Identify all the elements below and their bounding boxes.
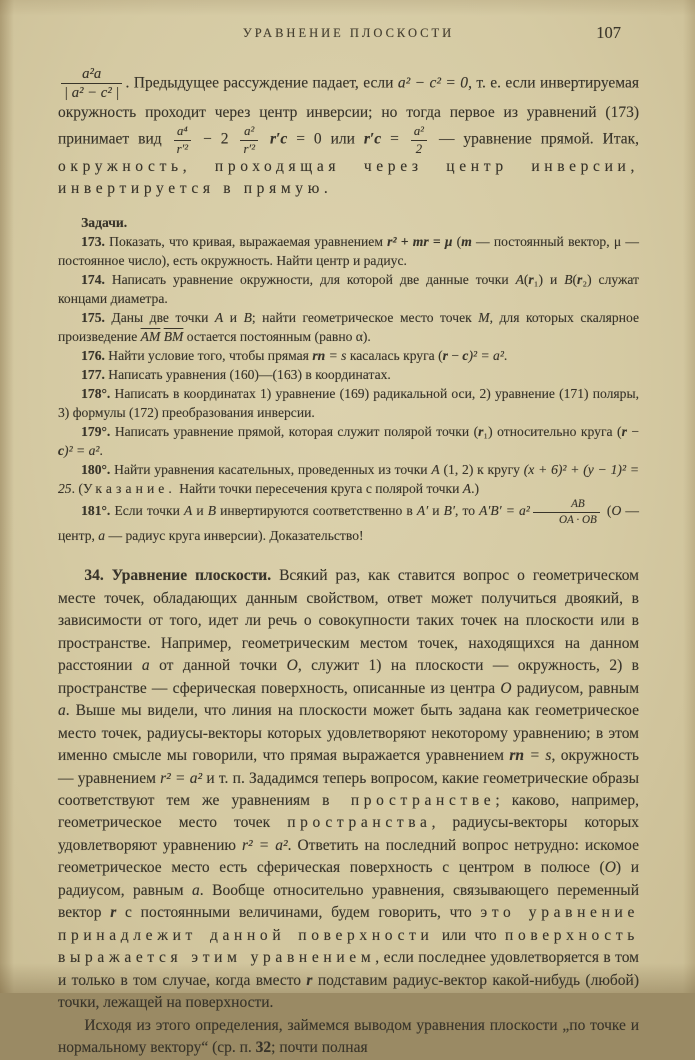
text-run: и bbox=[223, 309, 244, 325]
text-run: (1, 2) к кругу bbox=[439, 462, 524, 478]
text-run: $\overline{AM}$ bbox=[140, 329, 161, 344]
text-run: a bbox=[141, 657, 150, 675]
text-run: ₂) служат концами диаметра. bbox=[58, 271, 640, 306]
text-run: Написать в координатах 1) уравнение (169) радикальной оси, 2) уравнение (171) поляры, 3) формулы (172) преобразования инверсии. bbox=[58, 386, 640, 421]
text-run bbox=[261, 131, 270, 148]
text-run: ( bbox=[572, 271, 578, 287]
text-run: $\overline{BM}$ bbox=[163, 329, 184, 344]
text-run: 181°. bbox=[81, 503, 115, 519]
text-run: это уравнение принадлежит данной поверхности bbox=[58, 904, 640, 944]
text-run: , т. е. если инвертируемая окружность проходит через центр инверсии; но тогда первое из уравнений (173) принимает вид bbox=[58, 74, 639, 148]
text-run: a bbox=[98, 528, 106, 544]
text-run: , для которых скалярное произведение bbox=[58, 309, 640, 344]
page-number: 107 bbox=[596, 23, 621, 42]
text-run: ( bbox=[523, 271, 529, 287]
text-run: B bbox=[243, 309, 252, 325]
text-run: a bbox=[58, 702, 66, 720]
text-run: rn bbox=[312, 348, 326, 364]
text-run: окружность, проходящая через центр инверсии, инвертируется в прямую. bbox=[58, 157, 639, 198]
text-run: и bbox=[428, 503, 444, 519]
text-run: . bbox=[503, 348, 508, 364]
math-fraction: $\frac{\text{a²a}}{\text{| a² − c² |}}$ bbox=[61, 66, 122, 102]
text-run: . Ответить на последний вопрос нетрудно: искомое геометрическое место есть сферическая поверхность с центром в полюсе ( bbox=[58, 836, 639, 877]
text-run: B′ bbox=[443, 503, 455, 519]
text-run: A′B′ = a² bbox=[479, 503, 530, 519]
page-body bbox=[58, 66, 639, 1060]
problem-176 bbox=[58, 346, 639, 365]
text-run: . Предыдущее рассуждение падает, если bbox=[125, 74, 398, 92]
text-run: ) и радиусом, равным bbox=[58, 859, 639, 899]
text-run: r bbox=[478, 424, 484, 440]
text-run: Найти уравнения касательных, проведенных из точки bbox=[114, 462, 432, 478]
text-run: Найти точки пересечения круга с полярой точки bbox=[175, 481, 463, 497]
text-run: радиусом, равным bbox=[511, 679, 640, 697]
text-run: 34. Уравнение плоскости. bbox=[84, 567, 280, 585]
text-run: = 0 или bbox=[287, 130, 364, 148]
text-run: 173. bbox=[81, 233, 110, 249]
text-run: с постоянными величинами, будем говорить, что bbox=[116, 904, 481, 922]
text-run: поверхность выражается этим уравнением bbox=[58, 926, 639, 967]
text-run: = s bbox=[325, 348, 347, 364]
text-run: ₁) относительно круга ( bbox=[483, 424, 622, 440]
text-run: касалась круга ( bbox=[346, 348, 443, 364]
text-run: r bbox=[528, 271, 534, 287]
text-run: — радиус круга инверсии). Доказательство! bbox=[105, 528, 364, 544]
text-run: A′ bbox=[416, 503, 429, 519]
problem-173 bbox=[58, 232, 639, 270]
problem-177 bbox=[58, 365, 639, 384]
math-fraction: $\frac{AB}{OA \cdot OB}$ bbox=[533, 498, 600, 526]
text-run: , служит 1) на плоскости — окружность, 2) в пространстве — сферическая поверхность, описанные из центра bbox=[58, 657, 639, 697]
text-run: c bbox=[58, 443, 65, 459]
text-run: 179°. bbox=[81, 424, 115, 440]
text-run: rn bbox=[509, 747, 525, 765]
text-run: Написать уравнение окружности, для которой две данные точки bbox=[111, 271, 516, 287]
text-run: (x + 6)² + (y − 1)² = 25 bbox=[58, 462, 639, 497]
text-run: O bbox=[611, 503, 622, 519]
text-run: . bbox=[99, 443, 103, 459]
text-run: a² − c² = 0 bbox=[397, 74, 469, 92]
text-run: − 2 bbox=[194, 130, 238, 148]
problem-181 bbox=[58, 498, 639, 545]
text-run: , если последнее удовлетворяется в том и только в том случае, когда вместо bbox=[58, 949, 639, 989]
text-run: , окружность — уравнением bbox=[58, 747, 640, 787]
text-run: Указание. bbox=[82, 481, 176, 497]
text-run: Всякий раз, как ставится вопрос о геометрическом месте точек, обладающих данным свойством, ответ может получиться двоякий, в зависимости от того, идет ли речь о совокупности таких точек на плоскости или в пространстве. Например, геометрическим местом точек, находящихся на данном расстоянии bbox=[58, 567, 639, 675]
text-run: )² = a² bbox=[64, 443, 100, 459]
text-run: Задачи. bbox=[81, 214, 128, 230]
text-run: — центр, bbox=[58, 503, 639, 544]
text-run: — уравнение прямой. Итак, bbox=[430, 130, 640, 148]
text-run: r′c bbox=[269, 130, 288, 148]
paragraph-inversion-conclusion bbox=[58, 66, 639, 201]
text-run: и bbox=[192, 503, 208, 519]
text-run: 180°. bbox=[81, 462, 115, 478]
text-run: A bbox=[183, 503, 193, 519]
text-run: A bbox=[462, 481, 472, 497]
text-run: r′c bbox=[363, 130, 382, 148]
text-run: B bbox=[564, 271, 573, 287]
text-run: Исходя из этого определения, займемся выводом уравнения плоскости „по точке и нормальному вектору“ (ср. п. bbox=[58, 1016, 639, 1057]
text-run: )² = a² bbox=[468, 348, 504, 364]
text-run: 174. bbox=[81, 271, 112, 287]
text-run: O bbox=[604, 859, 616, 877]
text-run: r bbox=[621, 424, 627, 440]
text-run: = s bbox=[524, 747, 552, 765]
text-run: Показать, что кривая, выражаемая уравнением bbox=[109, 233, 388, 249]
text-run: остается постоянным (равно α). bbox=[183, 329, 371, 344]
running-head bbox=[58, 23, 639, 50]
text-run: 175. bbox=[81, 309, 112, 325]
text-run: Написать уравнения (160)—(163) в координатах. bbox=[108, 367, 391, 383]
text-run: от данной точки bbox=[149, 657, 287, 675]
text-run: . Вообще относительно уравнения, связывающего переменный вектор bbox=[58, 881, 639, 922]
text-run: — постоянный вектор, μ — постоянное число), есть окружность. Найти центр и радиус. bbox=[58, 233, 639, 268]
problem-179 bbox=[58, 422, 639, 460]
text-run: Написать уравнение прямой, которая служит полярой точки ( bbox=[114, 424, 479, 440]
text-run: . ( bbox=[71, 481, 83, 497]
text-run: или что bbox=[433, 926, 506, 944]
text-run: M bbox=[478, 309, 490, 325]
text-run: A bbox=[214, 309, 224, 325]
text-run: ; каково, например, геометрическое место точек bbox=[58, 791, 639, 832]
text-run: = bbox=[381, 130, 408, 148]
text-run: , радиусы-векторы которых удовлетворяют уравнению bbox=[58, 814, 639, 854]
text-run: пространства bbox=[287, 814, 432, 832]
math-fraction: $\frac{\text{a²}}{2}$ bbox=[411, 124, 427, 155]
text-run: ; почти полная bbox=[271, 1039, 368, 1057]
text-run: ( bbox=[452, 233, 462, 249]
text-run: r² = a² bbox=[160, 769, 203, 787]
text-run: ; найти геометрическое место точек bbox=[251, 309, 479, 325]
paragraph-derivation-intro bbox=[58, 1015, 639, 1060]
text-run: r bbox=[110, 904, 117, 922]
text-run: r bbox=[442, 348, 448, 364]
text-run: Найти условие того, чтобы прямая bbox=[108, 348, 313, 364]
text-run: r² = a² bbox=[242, 836, 288, 854]
problem-180 bbox=[58, 460, 639, 498]
text-run: B bbox=[207, 503, 217, 519]
tasks-heading bbox=[58, 213, 639, 232]
problem-175 bbox=[58, 308, 639, 346]
text-run: . Выше мы видели, что линия на плоскости может быть задана как геометрическое место точек, радиусы-векторы которых удовлетворяют некоторому уравнению; в этом именно смысле мы говорили, что прямая выражается уравнением bbox=[58, 702, 639, 765]
text-run: в пространстве bbox=[322, 791, 496, 809]
running-head-title: УРАВНЕНИЕ ПЛОСКОСТИ bbox=[242, 26, 455, 40]
text-run: O bbox=[500, 679, 512, 697]
text-run: A bbox=[431, 462, 440, 478]
text-run: Если точки bbox=[114, 503, 184, 519]
problem-174 bbox=[58, 270, 639, 308]
text-run: O bbox=[286, 657, 298, 675]
text-run: Даны две точки bbox=[111, 309, 215, 325]
math-fraction: $\frac{\text{a²}}{\text{r′²}}$ bbox=[240, 124, 258, 155]
text-run: .) bbox=[471, 481, 480, 497]
problem-178 bbox=[58, 384, 639, 422]
text-run: r bbox=[577, 271, 583, 287]
text-run: − bbox=[447, 348, 463, 364]
text-run: − bbox=[626, 424, 639, 440]
text-run: 32 bbox=[255, 1039, 272, 1057]
text-run: ₁) и bbox=[533, 271, 565, 287]
text-run: a bbox=[192, 881, 200, 899]
text-run: ( bbox=[602, 503, 612, 519]
text-run: m bbox=[461, 233, 472, 249]
section-34-plane-equation bbox=[58, 565, 639, 1014]
text-run: , то bbox=[454, 503, 480, 519]
text-run: 177. bbox=[81, 367, 109, 383]
text-run: 176. bbox=[81, 348, 109, 364]
text-run: r bbox=[306, 971, 313, 989]
text-run: A bbox=[515, 271, 524, 287]
text-run: 178°. bbox=[81, 386, 115, 402]
text-run: инвертируются соответственно в bbox=[216, 503, 417, 519]
text-run: c bbox=[462, 348, 469, 364]
math-fraction: $\frac{\text{a⁴}}{\text{r′²}}$ bbox=[174, 124, 192, 155]
text-run: подставим радиус-вектор какой-нибудь (любой) точки, лежащей на поверхности. bbox=[58, 971, 639, 1012]
text-run: и т. п. Зададимся теперь вопросом, какие геометрические образы соответствуют тем же уравнениям bbox=[58, 769, 639, 809]
text-run: r² + mr = μ bbox=[387, 233, 453, 249]
